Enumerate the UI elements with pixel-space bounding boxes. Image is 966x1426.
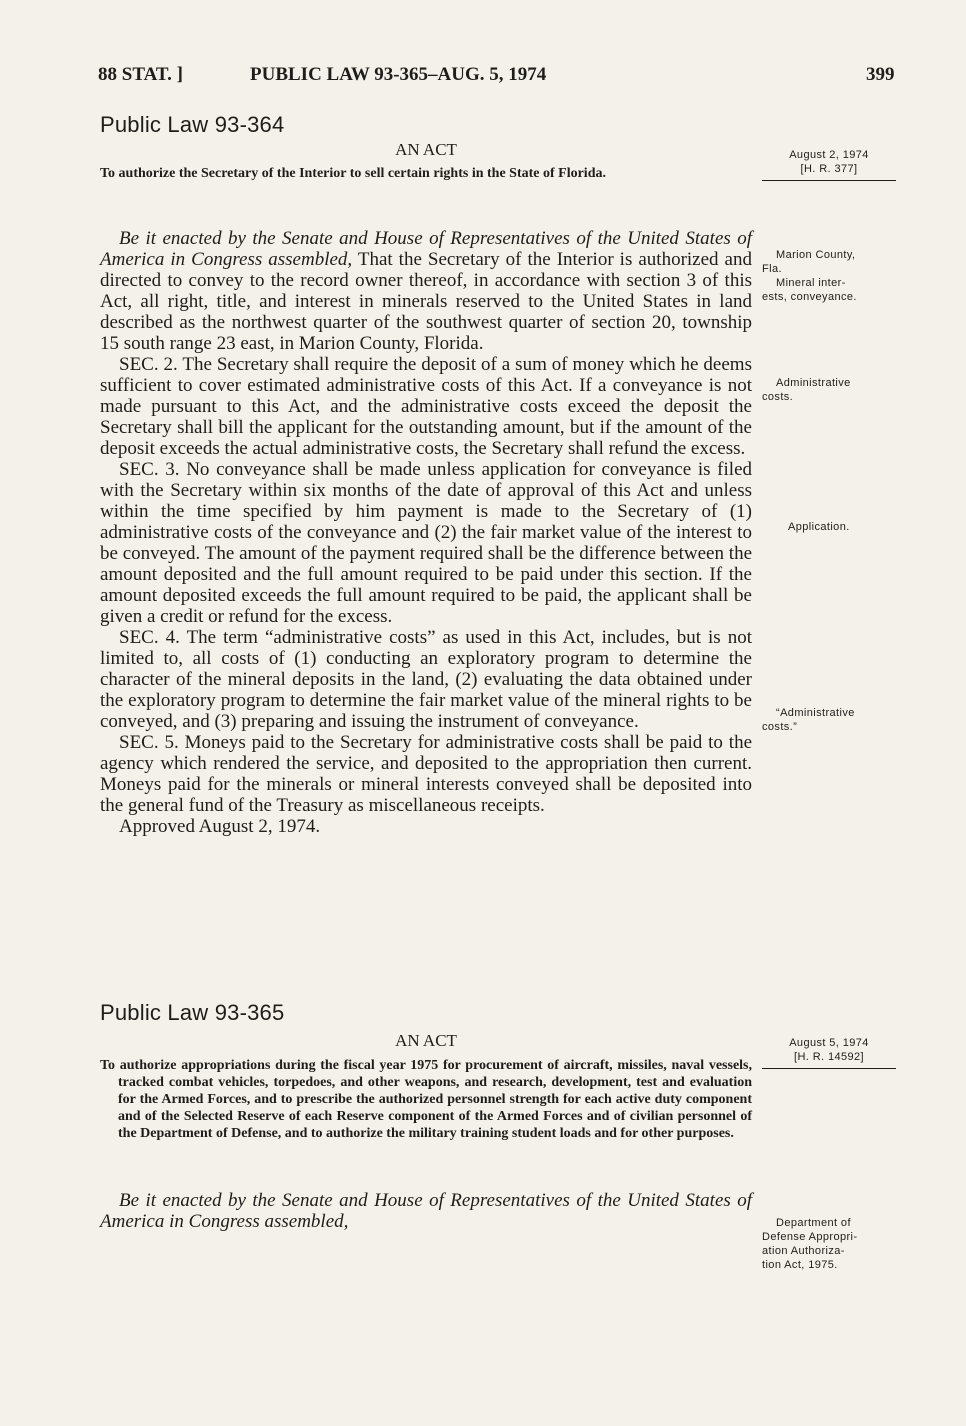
margin-date-2: August 5, 1974 (789, 1037, 869, 1049)
enacting-clause-2: Be it enacted by the Senate and House of Representatives of the United States of America in Congress assembled, (100, 1190, 752, 1232)
section-4-text: The term “administrative costs” as used in this Act, includes, but is not limited to, all costs of (1) conducting an exploratory program to determine the character of the mineral deposits in the land, (2) evaluating the data obtained under the exploratory program to determine the fair market value of the mineral rights to be conveyed, and (3) preparing and issuing the instrument of conveyance. (100, 627, 752, 732)
law2-body (100, 1190, 752, 1232)
an-act-heading-2: AN ACT (395, 1031, 457, 1050)
running-head-title: PUBLIC LAW 93-365–AUG. 5, 1974 (250, 64, 547, 85)
section-4-label: SEC. 4. (119, 627, 180, 648)
margin-bill-1: [H. R. 377] (800, 163, 858, 175)
section-1-paragraph (100, 228, 752, 354)
running-head-stat: 88 STAT. ] (98, 64, 183, 85)
enacting-clause-1: Be it enacted by the Senate and House of Representatives of the United States of America in Congress assembled, (100, 228, 752, 270)
margin-date-1: August 2, 1974 (789, 149, 869, 161)
margin-note-dod-appropriation: Department of Defense Appropri- ation Authoriza- tion Act, 1975. (762, 1217, 858, 1271)
an-act-heading-1: AN ACT (395, 140, 457, 159)
section-2-label: SEC. 2. (119, 354, 178, 375)
margin-rule-2 (762, 1068, 896, 1069)
section-3-paragraph (100, 459, 752, 627)
section-1-text: That the Secretary of the Interior is authorized and directed to convey to the record owner thereof, in accordance with section 3 of this Act, all right, title, and interest in minerals reserved to the United States in land described as the northwest quarter of the southwest quarter of section 20, township 15 south range 23 east, in Marion County, Florida. (100, 249, 752, 354)
page-number: 399 (866, 64, 895, 85)
section-5-label: SEC. 5. (119, 732, 179, 753)
margin-rule-1 (762, 180, 896, 181)
margin-note-administrative-costs-definition: “Administrative costs.” (762, 707, 855, 733)
approved-line: Approved August 2, 1974. (119, 816, 321, 837)
section-3-label: SEC. 3. (119, 459, 180, 480)
section-2-paragraph (100, 354, 752, 459)
section-5-text: Moneys paid to the Secretary for administrative costs shall be paid to the agency which rendered the service, and deposited to the appropriation then current. Moneys paid for the minerals or mineral interests conveyed shall be deposited into the general fund of the Treasury as miscellaneous receipts. (100, 732, 752, 816)
enacting-paragraph-2 (100, 1190, 752, 1232)
law1-body (100, 228, 752, 837)
margin-note-marion-county: Marion County, Fla. Mineral inter- ests, conveyance. (762, 249, 857, 303)
section-3-text: No conveyance shall be made unless application for conveyance is filed with the Secretary within six months of the date of approval of this Act and unless within the time specified by him payment is made to the Secretary of (1) administrative costs of the conveyance and (2) the fair market value of the interest to be conveyed. The amount of the payment required shall be the difference between the amount deposited and the full amount required to be paid under this section. If the amount deposited exceeds the full amount required to be paid, the applicant shall be given a credit or refund for the excess. (100, 459, 752, 627)
law-title-93-364: Public Law 93-364 (100, 112, 285, 137)
margin-note-application: Application. (788, 521, 850, 533)
section-2-text: The Secretary shall require the deposit of a sum of money which he deems sufficient to cover estimated administrative costs of this Act. If a conveyance is not made pursuant to this Act, and the administrative costs exceed the deposit the Secretary shall bill the applicant for the outstanding amount, but if the amount of the deposit exceeds the actual administrative costs, the Secretary shall refund the excess. (100, 354, 752, 459)
margin-bill-2: [H. R. 14592] (793, 1051, 864, 1063)
section-4-paragraph (100, 627, 752, 732)
purpose-clause-2: To authorize appropriations during the fiscal year 1975 for procurement of aircraft, missiles, naval vessels, tracked combat vehicles, torpedoes, and other weapons, and research, development, test and evaluation for the Armed Forces, and to prescribe the authorized personnel strength for each active duty component and of the Selected Reserve of each Reserve component of the Armed Forces and of civilian personnel of the Department of Defense, and to authorize the military training student loads and for other purposes. (100, 1058, 752, 1141)
margin-note-administrative-costs: Administrative costs. (762, 377, 851, 403)
section-5-paragraph (100, 732, 752, 816)
purpose-clause-1: To authorize the Secretary of the Interior to sell certain rights in the State of Florida. (100, 166, 606, 181)
law-title-93-365: Public Law 93-365 (100, 1000, 285, 1025)
